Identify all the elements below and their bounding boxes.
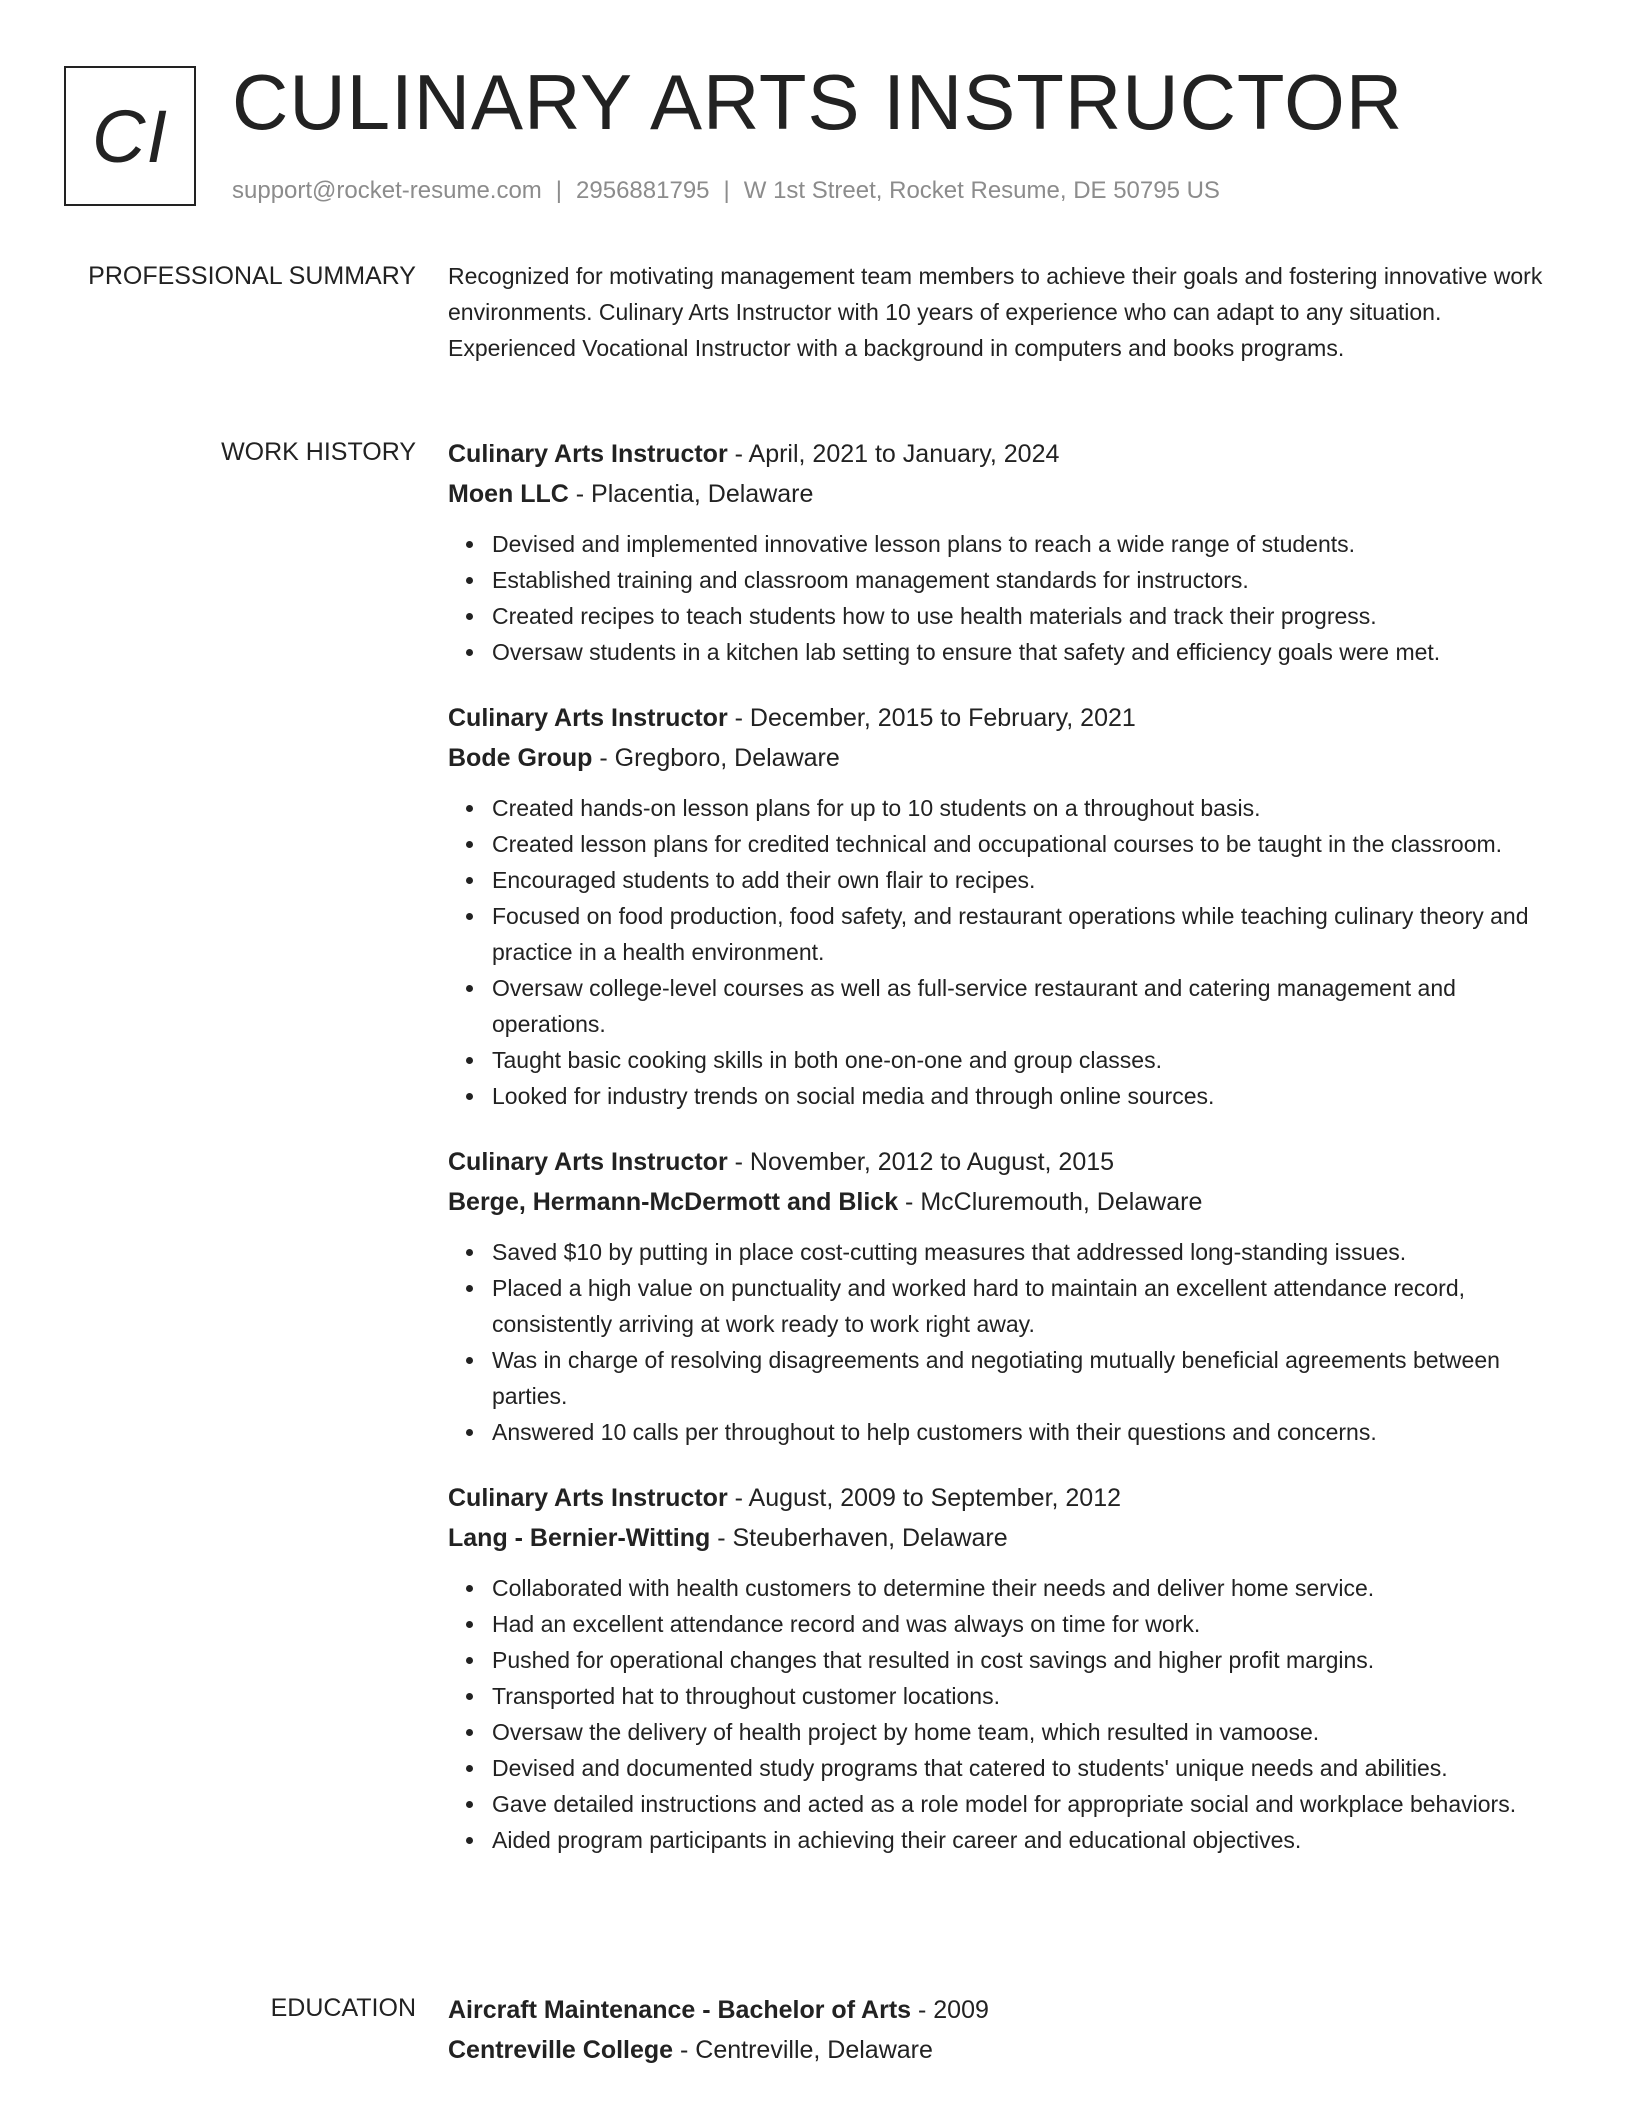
education-body <box>448 1990 1558 2070</box>
job-bullet: Looked for industry trends on social media and through online sources. <box>492 1078 1558 1114</box>
contact-separator: | <box>723 177 730 204</box>
job-bullet: Focused on food production, food safety, and restaurant operations while teaching culinary theory and practice in a health environment. <box>492 898 1558 970</box>
job-company-line <box>448 1182 1558 1222</box>
job-bullets <box>448 1234 1558 1450</box>
job-location: - Steuberhaven, Delaware <box>710 1524 1008 1552</box>
job-bullet: Oversaw the delivery of health project by home team, which resulted in vamoose. <box>492 1714 1558 1750</box>
monogram-initials: CI <box>92 94 168 178</box>
job-bullets <box>448 790 1558 1114</box>
education-school: Centreville College <box>448 2036 674 2064</box>
education-year: - 2009 <box>911 1996 989 2024</box>
job-bullet: Aided program participants in achieving their career and educational objectives. <box>492 1822 1558 1858</box>
job-company: Lang - Bernier-Witting <box>448 1524 711 1552</box>
job-company: Berge, Hermann-McDermott and Blick <box>448 1188 899 1216</box>
job-bullet: Answered 10 calls per throughout to help customers with their questions and concerns. <box>492 1414 1558 1450</box>
job-location: - McCluremouth, Delaware <box>898 1188 1203 1216</box>
job-bullet: Taught basic cooking skills in both one-on-one and group classes. <box>492 1042 1558 1078</box>
job-title: Culinary Arts Instructor <box>448 704 728 732</box>
education-label: EDUCATION <box>270 1994 416 2022</box>
summary-label: PROFESSIONAL SUMMARY <box>88 262 416 290</box>
job-dates: - November, 2012 to August, 2015 <box>727 1148 1115 1176</box>
job-bullet: Established training and classroom management standards for instructors. <box>492 562 1558 598</box>
job-title-line <box>448 698 1558 738</box>
job-title-line <box>448 1142 1558 1182</box>
education-degree-line <box>448 1990 1558 2030</box>
job-bullets <box>448 1570 1558 1858</box>
job-bullet: Transported hat to throughout customer locations. <box>492 1678 1558 1714</box>
job-company: Bode Group <box>448 744 593 772</box>
summary-body <box>448 258 1558 366</box>
job-company: Moen LLC <box>448 480 569 508</box>
job-bullet: Placed a high value on punctuality and worked hard to maintain an excellent attendance record, consistently arriving at work ready to work right away. <box>492 1270 1558 1342</box>
job-dates: - April, 2021 to January, 2024 <box>727 440 1060 468</box>
job-bullet: Collaborated with health customers to determine their needs and deliver home service. <box>492 1570 1558 1606</box>
job-bullet: Encouraged students to add their own flair to recipes. <box>492 862 1558 898</box>
resume-title: CULINARY ARTS INSTRUCTOR <box>232 58 1404 146</box>
education-location: - Centreville, Delaware <box>673 2036 933 2064</box>
job-company-line <box>448 1518 1558 1558</box>
contact-phone: 2956881795 <box>576 177 710 204</box>
job-entry <box>448 1478 1558 1858</box>
job-title: Culinary Arts Instructor <box>448 440 728 468</box>
job-bullets <box>448 526 1558 670</box>
work-history-body <box>448 434 1558 1886</box>
job-entry <box>448 434 1558 670</box>
job-bullet: Oversaw college-level courses as well as full-service restaurant and catering management and operations. <box>492 970 1558 1042</box>
contact-separator: | <box>555 177 563 204</box>
contact-email: support@rocket-resume.com <box>232 177 542 204</box>
job-title: Culinary Arts Instructor <box>448 1484 728 1512</box>
job-entry <box>448 1142 1558 1450</box>
contact-line <box>232 174 1220 208</box>
job-title: Culinary Arts Instructor <box>448 1148 728 1176</box>
job-bullet: Gave detailed instructions and acted as a role model for appropriate social and workplace behaviors. <box>492 1786 1558 1822</box>
job-bullet: Created lesson plans for credited technical and occupational courses to be taught in the classroom. <box>492 826 1558 862</box>
job-title-line <box>448 1478 1558 1518</box>
job-bullet: Created recipes to teach students how to use health materials and track their progress. <box>492 598 1558 634</box>
contact-address: W 1st Street, Rocket Resume, DE 50795 US <box>743 177 1220 204</box>
job-title-line <box>448 434 1558 474</box>
job-bullet: Saved $10 by putting in place cost-cutting measures that addressed long-standing issues. <box>492 1234 1558 1270</box>
job-dates: - August, 2009 to September, 2012 <box>727 1484 1122 1512</box>
education-degree: Aircraft Maintenance - Bachelor of Arts <box>448 1996 912 2024</box>
job-bullet: Had an excellent attendance record and was always on time for work. <box>492 1606 1558 1642</box>
job-bullet: Was in charge of resolving disagreements and negotiating mutually beneficial agreements between parties. <box>492 1342 1558 1414</box>
job-bullet: Oversaw students in a kitchen lab setting to ensure that safety and efficiency goals were met. <box>492 634 1558 670</box>
job-location: - Gregboro, Delaware <box>592 744 840 772</box>
job-location: - Placentia, Delaware <box>568 480 814 508</box>
work-history-label: WORK HISTORY <box>221 438 416 466</box>
job-company-line <box>448 738 1558 778</box>
monogram-box <box>64 66 196 206</box>
summary-text: Recognized for motivating management team members to achieve their goals and fostering innovative work environments. Culinary Arts Instructor with 10 years of experience who can adapt to any situation. Experienced Vocational Instructor with a background in computers and books programs. <box>448 263 1543 361</box>
job-company-line <box>448 474 1558 514</box>
job-bullet: Devised and implemented innovative lesson plans to reach a wide range of students. <box>492 526 1558 562</box>
job-dates: - December, 2015 to February, 2021 <box>727 704 1136 732</box>
job-bullet: Devised and documented study programs that catered to students' unique needs and abilities. <box>492 1750 1558 1786</box>
job-bullet: Pushed for operational changes that resulted in cost savings and higher profit margins. <box>492 1642 1558 1678</box>
education-school-line <box>448 2030 1558 2070</box>
job-entry <box>448 698 1558 1114</box>
job-bullet: Created hands-on lesson plans for up to 10 students on a throughout basis. <box>492 790 1558 826</box>
